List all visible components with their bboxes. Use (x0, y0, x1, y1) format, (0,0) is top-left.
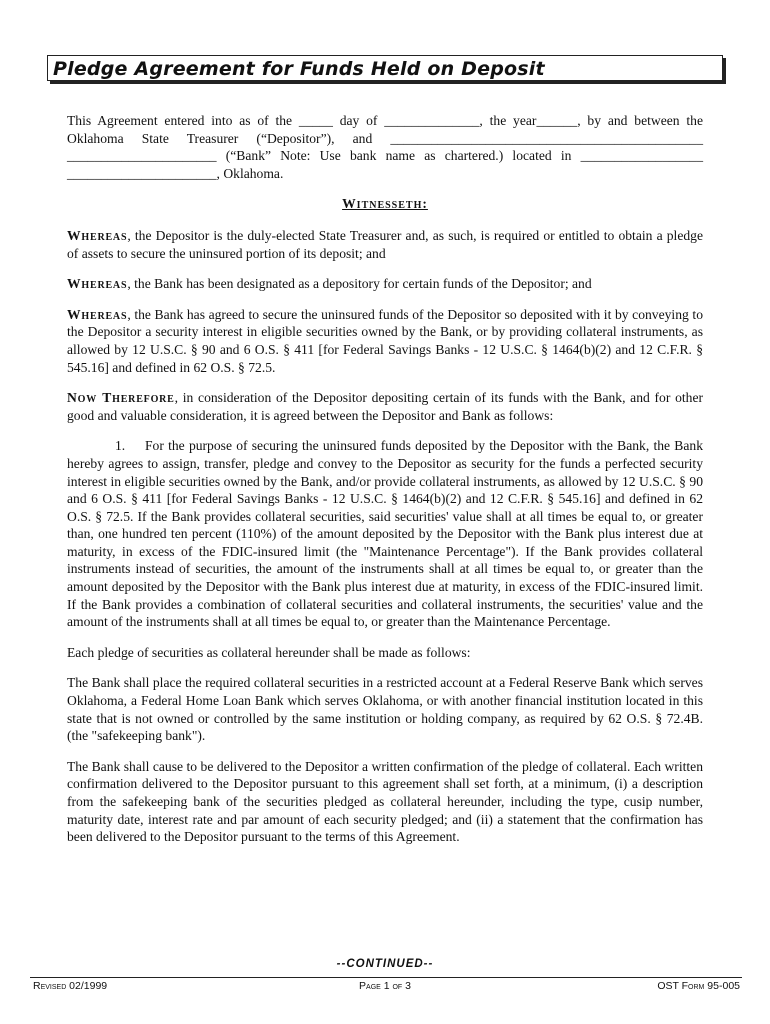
intro-line: This Agreement entered into as of the _____ day of ______________, the year______, by and between the (67, 113, 703, 128)
intro-line: ______________________ (“Bank” Note: Use bank name as chartered.) located in __________________ (67, 148, 703, 164)
document-title: Pledge Agreement for Funds Held on Deposit (53, 58, 545, 80)
whereas-text: , the Bank has agreed to secure the uninsured funds of the Depositor so deposited with it by conveying to the Depositor a security interest in eligible securities owned by the Bank, or by providing collateral instruments, as allowed by 12 U.S.C. § 90 and 6 O.S. § 411 [for Federal Savings Banks - 12 U.S.C. § 1464(b)(2) and 12 C.F.R. § 545.16] and defined in 62 O.S. § 72.5. (67, 306, 703, 375)
intro-line: Oklahoma State Treasurer (“Depositor”), and ______________________________________________ (67, 130, 703, 146)
whereas-paragraph (67, 306, 703, 376)
whereas-lead: Whereas (67, 276, 128, 292)
whereas-paragraph (67, 275, 703, 293)
clause-number: 1. (115, 438, 126, 454)
witnesseth-heading: Witnesseth: (342, 196, 428, 212)
continued-label: --CONTINUED-- (336, 958, 434, 970)
whereas-lead: Whereas (67, 306, 128, 322)
now-therefore-lead: Now Therefore (67, 390, 175, 406)
each-pledge-paragraph: Each pledge of securities as collateral hereunder shall be made as follows: (67, 644, 471, 660)
now-therefore-text: , in consideration of the Depositor depositing certain of its funds with the Bank, and for other good and valuable consideration, it is agreed between the Depositor and Bank as follows: (67, 390, 704, 423)
footer-divider (30, 977, 742, 978)
revised-date: Revised 02/1999 (33, 980, 108, 992)
whereas-lead: Whereas (67, 227, 128, 243)
document-body (67, 112, 703, 859)
page-number: Page 1 of 3 (359, 980, 411, 992)
form-number: OST Form 95-005 (657, 980, 740, 992)
intro-paragraph (67, 112, 703, 182)
whereas-paragraph (67, 227, 703, 262)
bank-place-paragraph: The Bank shall place the required collateral securities in a restricted account at a Federal Reserve Bank which serves Oklahoma, a Federal Home Loan Bank which serves Oklahoma, or with another financial institution located in this state that is not owned or controlled by the same institution or holding company, as required by 62 O.S. § 72.4B. (the "safekeeping bank"). (67, 675, 703, 744)
clause-text: For the purpose of securing the uninsured funds deposited by the Depositor with the Bank, the Bank hereby agrees to assign, transfer, pledge and convey to the Depositor as security for the funds a perfected security interest in eligible securities owned by the Bank, and/or provide collateral instruments, as allowed by 12 U.S.C. § 90 and 6 O.S. § 411 [for Federal Savings Banks - 12 U.S.C. § 1464(b)(2) and 12 C.F.R. § 545.16] and defined in 62 O.S. § 72.5. If the Bank provides collateral securities, said securities' value shall at all times be equal to, or greater than, one hundred ten percent (110%) of the amount deposited by the Depositor with the Bank plus interest due at maturity, in excess of the FDIC-insured limit (the "Maintenance Percentage"). If the Bank provides collateral instruments instead of securities, the amount of the instruments shall at all times be equal to, or greater than the amount deposited by the Depositor with the Bank plus interest due at maturity, in excess of the FDIC-insured limit. If the Bank provides a combination of collateral securities and collateral instruments, the securities' value and the amount of the instruments shall at all times be equal to, or greater than the Maintenance Percentage. (67, 438, 703, 630)
intro-line: ______________________, Oklahoma. (67, 165, 284, 181)
clause-1-paragraph (67, 437, 703, 631)
whereas-text: , the Depositor is the duly-elected State Treasurer and, as such, is required or entitled to obtain a pledge of assets to secure the uninsured portion of its deposit; and (67, 227, 703, 261)
whereas-text: , the Bank has been designated as a depository for certain funds of the Depositor; and (127, 276, 592, 292)
bank-cause-paragraph: The Bank shall cause to be delivered to the Depositor a written confirmation of the pledge of collateral. Each written confirmation delivered to the Depositor pursuant to this agreement shall set forth, at a minimum, (i) a description from the safekeeping bank of the securities pledged as collateral hereunder, including the type, cusip number, maturity date, interest rate and par amount of each security pledged; and (ii) a statement that the confirmation has been delivered to the Depositor pursuant to the terms of this Agreement. (67, 758, 703, 845)
now-therefore-paragraph (67, 389, 703, 424)
